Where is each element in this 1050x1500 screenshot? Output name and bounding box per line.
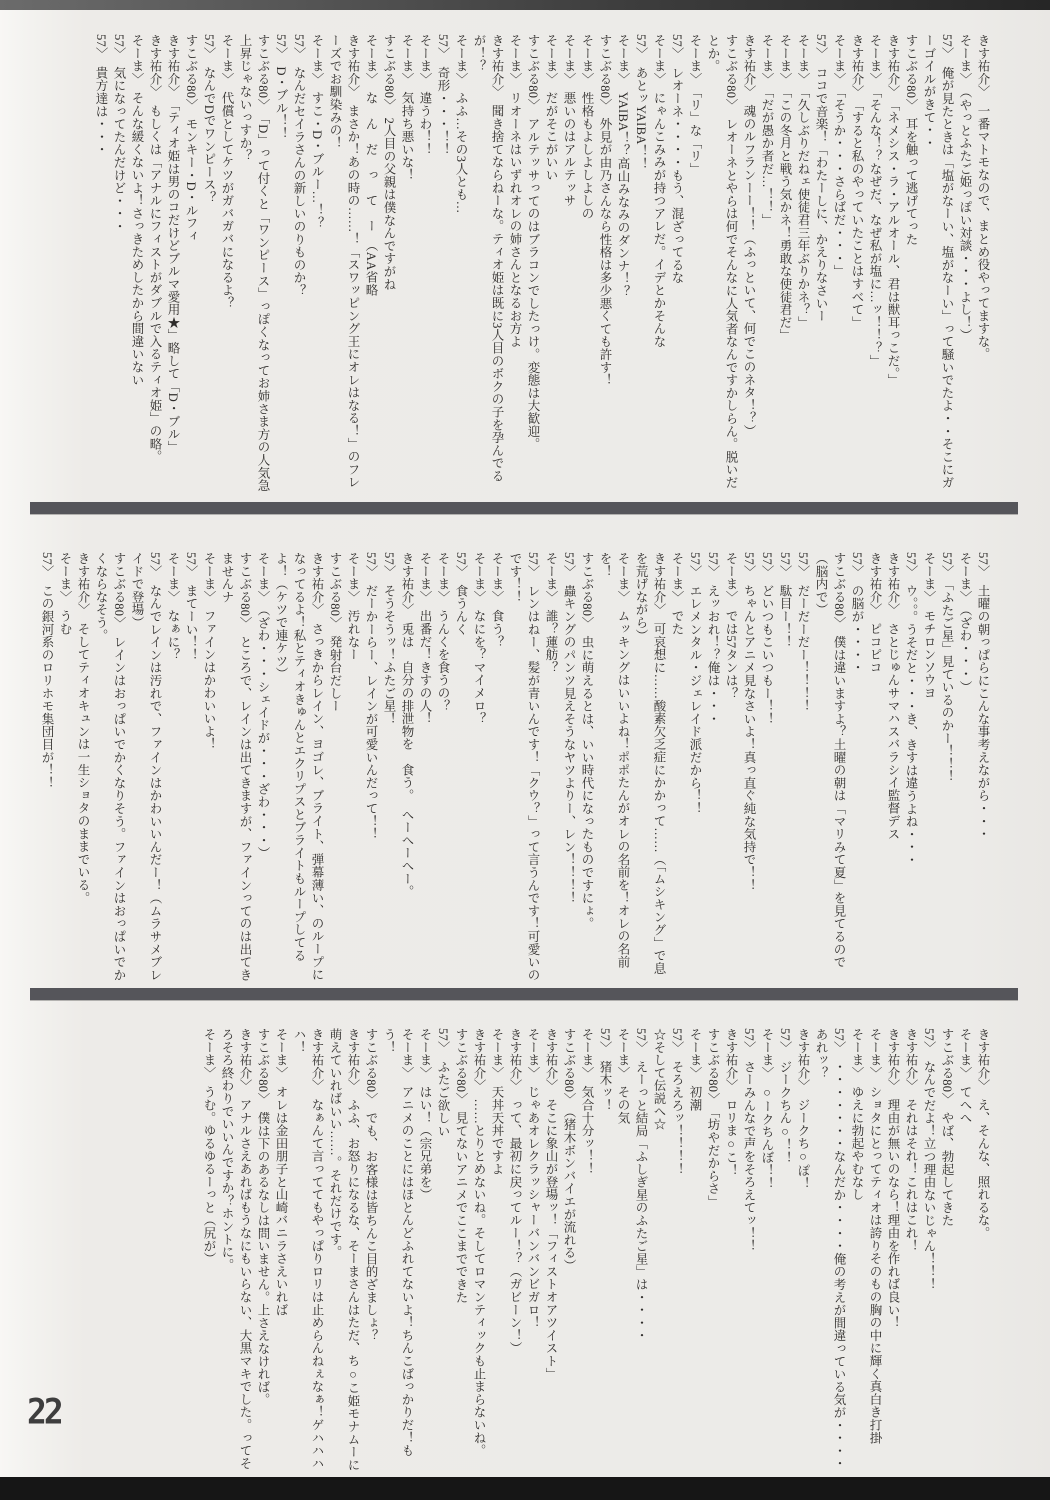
dialogue-line: そーま〉 じゃあオレクラッシャーバンバンビガロ！ — [526, 1028, 540, 1329]
dialogue-line: すこぶる80〉 耳を触って逃げてった — [904, 34, 918, 246]
dialogue-line: そーま〉 代償としてケツがガバガバになるよ？ — [220, 34, 234, 310]
dialogue-line: すこぶる80〉 発射台だしー — [328, 552, 342, 713]
dialogue-line: すこぶる80〉 でも、お客様は皆ちんこ目的ざましょ？ — [364, 1028, 378, 1343]
dialogue-line: 57〉 蟲キングのパンツ見えそうなヤツよりー、レン！！！！ — [562, 552, 576, 905]
dialogue-line: 57〉 土曜の朝っぱらにこんな事考えながら・・・ — [976, 552, 990, 841]
dialogue-line: 57〉 駄目ー！！ — [778, 552, 792, 649]
dialogue-line: そーま〉 アニメのことにはほとんどふれてないよ！ちんこばっかりだ！もう！ — [382, 1028, 414, 1457]
dialogue-line: 57〉 俺が見たときは「塩がなーい、塩がなーい」って騒いでたよ・・そこにガーゴイルがきて・・ — [922, 34, 954, 489]
dialogue-line: そーま〉 ○ークちんぼ！！ — [760, 1028, 774, 1190]
dialogue-line: すこぶる80〉 虫に萌えるとは、いい時代になったものですにょ。 — [580, 552, 594, 931]
dialogue-line: きす祐介〉 ピコピコ — [868, 552, 882, 674]
dialogue-line: そーま〉 ショタにとってティオは誇りそのもの胸の中に輝く真白き打掛 — [868, 1028, 882, 1445]
dialogue-line: そーま〉 「そんな！？なぜだ、なぜ私が塩に…ッ！！？」 — [868, 34, 882, 368]
dialogue-line: きす祐介〉 それはそれ！これはこれ！ — [904, 1028, 918, 1253]
dialogue-section-bottom — [200, 1028, 992, 1474]
dialogue-line: そーま〉 ファインはかわいいよ！ — [202, 552, 216, 751]
dialogue-line: そーま〉 そんな緩くないよ！さっきためしたから間違いない — [130, 34, 144, 387]
dialogue-line: すこぶる80〉 僕は下のあるなしは問いません。上さえなければ。 — [256, 1028, 270, 1407]
dialogue-line: 57〉 さーみんなで声をそろえてッ！！ — [742, 1028, 756, 1253]
dialogue-line: すこぶる80〉 「D」って付くと「ワンピース」っぽくなってお姉さま方の人気急上昇じゃないっすか？ — [238, 34, 270, 492]
dialogue-line: そーま〉 気合十分ッ！！ — [580, 1028, 594, 1176]
dialogue-line: 57〉 猪木ッ！ — [598, 1028, 612, 1112]
dialogue-line: すこぶる80〉 僕は違いますよ？土曜の朝は「マリみて夏」を見てるので（脳内で） — [814, 552, 846, 969]
dialogue-line: 57〉 ウ。。。うそだと・・・き、きすは違うよね・・・ — [904, 552, 918, 867]
dialogue-line: きす祐介〉 聞き捨てならねーな。ティオ姫は既に3人目のボクの子を孕んでるが！？ — [472, 34, 504, 483]
dialogue-line: そーま〉 天丼天丼ですよ — [490, 1028, 504, 1176]
dialogue-line: そーま〉 食う？ — [490, 552, 504, 649]
dialogue-line: 57〉 エレメンタル・ジェレイド派だから！！ — [688, 552, 702, 815]
dialogue-line: きす祐介〉 え、そんな、照れるな。 — [976, 1028, 990, 1240]
dialogue-line: すこぶる80〉 外見が由乃さんなら性格は多少悪くても許す！ — [598, 34, 612, 387]
dialogue-line: そーま〉 なぁに？ — [166, 552, 180, 661]
dialogue-line: そーま〉 （ざわ・・・シェイドが・・・ざわ・・・） — [256, 552, 270, 860]
dialogue-line: きす祐介〉 アナルさえあればもうなにもいらない、大黒マキでした。ってそろそろ終わりでいいんですか？ホントに。 — [220, 1028, 252, 1470]
dialogue-line: すこぶる80〉 レオーネとやらは何でそんなに人気者なんですかしらん。脱いだとか。 — [706, 34, 738, 489]
dialogue-line: 57〉 食うんく — [454, 552, 468, 636]
dialogue-line: そーま〉 気持ち悪いな！ — [400, 34, 414, 182]
dialogue-line: そーま〉 すこ・D・ブルー…！？ — [310, 34, 324, 230]
dialogue-line: そーま〉 「だが愚か者だ…！！」 — [760, 34, 774, 227]
scan-top-edge — [0, 0, 1050, 10]
dialogue-line: 57〉 の脳が・・・・ — [850, 552, 864, 675]
dialogue-line: きす祐介〉 兎は 自分の排泄物を 食う。 へーへーへー。 — [400, 552, 414, 898]
dialogue-line: そーま〉 リオーネはいずれオレの姉さんとなるお方よ — [508, 34, 522, 348]
dialogue-line: すこぶる80〉 レインはおっぱいでかくなりそう。ファインはおっぱいでかくならなそう。 — [94, 552, 126, 982]
dialogue-line: そーま〉 YAIBA！？高山みなみのダンナ！？ — [616, 34, 630, 298]
dialogue-line: きす祐介〉 まさか！あの時の……！「スワッピング王にオレはなる！」のフレーズでお馴染みの！ — [328, 34, 360, 489]
dialogue-line: 57〉 この銀河系のロリホモ集団目が！！ — [40, 552, 54, 790]
dialogue-line: すこぶる80〉 ところで、レインは出てきますが、ファインってのは出てきませんナ — [220, 552, 252, 982]
dialogue-line: 57〉 どいつもこいつもー！！ — [760, 552, 774, 726]
dialogue-line: そーま〉 悪いのはアルテッサ — [562, 34, 576, 207]
dialogue-line: そーま〉 オレは金田朋子と山崎バニラさえいれば — [274, 1028, 288, 1317]
dialogue-line: きす祐介〉 魂のルフランーー！！（ふっといて、何でこのネタ！？） — [742, 34, 756, 438]
dialogue-line: すこぶる80〉 見てないアニメでここまでできた — [454, 1028, 468, 1304]
page-number: 22 — [27, 1391, 61, 1432]
scan-bottom-edge — [0, 1477, 1050, 1500]
dialogue-line: そーま〉 なにを？マイメロ？ — [472, 552, 486, 725]
dialogue-line: そーま〉 その気 — [616, 1028, 630, 1125]
dialogue-line: そーま〉 な ん だ っ て ー （AA省略 — [364, 34, 378, 297]
dialogue-line: きす祐介〉 なぁんて言っててもやっぱりロリは止めらんねぇなぁ！ゲハハハハ！ — [292, 1028, 324, 1470]
dialogue-line: 57〉 だーだーだー！！！！ — [796, 552, 810, 713]
dialogue-line: 57〉 ちゃんとアニメ見なさいよ！真っ直ぐ純な気持で！！ — [742, 552, 756, 892]
dialogue-line: きす祐介〉 ジークち○ぽ！ — [796, 1028, 810, 1190]
dialogue-line: すこぶる80〉 （猪木ボンバイエが流れる） — [562, 1028, 576, 1272]
dialogue-line: きす祐介〉 ロリま○こ！ — [724, 1028, 738, 1177]
dialogue-line: 57〉 まてーい！！ — [184, 552, 198, 662]
dialogue-line: そーま〉 （やっとふたご姫っぽい対談・・・よし！） — [958, 34, 972, 342]
dialogue-line: そーま〉 （ざわ・・・） — [958, 552, 972, 694]
dialogue-line: きす祐介〉 ……とりとめないね。そしてロマンティックも止まらないね。 — [472, 1028, 486, 1457]
dialogue-line: きす祐介〉 可哀想に……酸素欠乏症にかかって……（「ムシキング」で息を荒げながら） — [634, 552, 666, 975]
dialogue-line: そーま〉 違うわ！！ — [418, 34, 432, 156]
dialogue-line: 57〉 ・・・・・・・なんだか・・・・俺の考えが間違っている気が・・・・あれッ？ — [814, 1028, 846, 1471]
dialogue-line: そーま〉 ムッキングはいいよね！ポポたんがオレの名前を！オレの名前を！ — [598, 552, 630, 969]
dialogue-line: 57〉 そうそうッ！ふたご星！ — [382, 552, 396, 726]
dialogue-line: すこぶる80〉 モンキー・D・ルフィ — [184, 34, 198, 243]
dialogue-line: きす祐介〉 「ティオ姫は男のコだけどブルマ愛用★」略して「D・ブル」 — [166, 34, 180, 454]
dialogue-line: きす祐介〉 そこに象山が登場ッ！「フィストオアツイスト」 — [544, 1028, 558, 1381]
dialogue-section-top — [92, 34, 992, 496]
dialogue-line: そーま〉 「リ」な「リ」 — [688, 34, 702, 176]
dialogue-line: そーま〉 誰？蓮舫？ — [544, 552, 558, 674]
dialogue-line: 57〉 なんでレインは汚れで、ファインはかわいいんだー！（ムラサメブレイドで登場） — [130, 552, 162, 982]
dialogue-line: きす祐介〉 「ネメシス・ラ・アルオール、君は獣耳っこだ。」 — [886, 34, 900, 387]
dialogue-line: そーま〉 うむ。ゆるゆるーっと（尻が） — [202, 1028, 216, 1265]
dialogue-line: そーま〉 「そうか・・・さらばだ・・・」 — [832, 34, 846, 278]
dialogue-line: 57〉 なんでDでワンピース？ — [202, 34, 216, 204]
dialogue-line: 57〉 ココで音楽！「わたーしに、かえりなさいー — [814, 34, 828, 323]
dialogue-line: 57〉 えーっと結局「ふしぎ星のふたご星」は・・・・ — [634, 1028, 648, 1343]
dialogue-section-middle — [38, 552, 992, 984]
dialogue-line: そーま〉 うんくを食うの？ — [436, 552, 450, 713]
dialogue-line: 57〉 えッおれ！？俺は・・・ — [706, 552, 720, 726]
dialogue-line: そーま〉 でた — [670, 552, 684, 636]
dialogue-line: そーま〉 ゆえに勃起やむなし — [850, 1028, 864, 1201]
dialogue-line: きす祐介〉 そしてティオキュンは一生ショタのままでいる。 — [76, 552, 90, 905]
dialogue-line: そーま〉 「久しぶりだねェ使徒君三年ぶりかネ？」 — [796, 34, 810, 329]
dialogue-line: そーま〉 出番だ！きすの人！ — [418, 552, 432, 725]
dialogue-line: 57〉 なんでだよ！立つ理由ないじゃん！！！ — [922, 1028, 936, 1291]
dialogue-line: そーま〉 うむ — [58, 552, 72, 636]
dialogue-line: そーま〉 初潮 — [688, 1028, 702, 1112]
dialogue-line: すこぶる80〉 やば、勃起してきた — [940, 1028, 954, 1227]
dialogue-line: ☆そして伝説へ☆ — [652, 1028, 666, 1131]
dialogue-line: そーま〉 てへへ — [958, 1028, 972, 1125]
dialogue-line: そーま〉 では57タンは？ — [724, 552, 738, 700]
dialogue-line: きす祐介〉 もしくは「アナルにフィストがダブルで入るティオ姫」の略。 — [148, 34, 162, 463]
dialogue-line: そーま〉 にゃんこみみが持つアレだ。イデとかそんな — [652, 34, 666, 348]
dialogue-line: 57〉 D・ブル！！ — [274, 34, 288, 140]
dialogue-line: すこぶる80〉 2人目の父親は僕なんですがね — [382, 34, 396, 291]
dialogue-line: きす祐介〉 一番マトモなので、まとめ役やってますな。 — [976, 34, 990, 361]
dialogue-line: きす祐介〉 さっきからレイン、ヨゴレ、ブライト、弾幕薄い、のループになってるよ！私とティオきゅんとエクリプスとブライトもループしてるよ！（ケツで連ケツ） — [274, 552, 324, 981]
dialogue-line: 57〉 あとッYAIBA！！ — [634, 34, 648, 171]
dialogue-line: きす祐介〉 さとじゅんサマハスバラシイ監督デス — [886, 552, 900, 841]
dialogue-line: そーま〉 だがそこがいい — [544, 34, 558, 182]
dialogue-line: きす祐介〉 って、最初に戻ってルー！？（ガビーン！） — [508, 1028, 522, 1355]
section-divider-1 — [30, 502, 1018, 514]
dialogue-line: 57〉 そろえろッ！！！！ — [670, 1028, 684, 1176]
dialogue-line: きす祐介〉 ふふ、お怒りになるな、そーまさんはただ、ち○こ姫モナムーに萌えていればいい……。それだけです。 — [328, 1028, 360, 1472]
dialogue-line: 57〉 ふたご欲しい — [436, 1028, 450, 1138]
dialogue-line: 57〉 なんだセイラさんの新しいのりものか？ — [292, 34, 306, 297]
dialogue-line: 57〉 ジークちん○！！ — [778, 1028, 792, 1165]
dialogue-line: きす祐介〉 理由が無いのなら！理由を作れば良い！ — [886, 1028, 900, 1329]
dialogue-line: 57〉 気になってたんだけど・・・ — [112, 34, 126, 233]
dialogue-line: きす祐介〉 「すると私のやっていたことはすべて」 — [850, 34, 864, 329]
dialogue-line: 57〉 レオーネ・・・・もう、混ざってるな — [670, 34, 684, 285]
dialogue-line: そーま〉 性格もよしよしよしの — [580, 34, 594, 220]
dialogue-line: そーま〉 モチロンソウヨ — [922, 552, 936, 700]
dialogue-line: 57〉 「ふたご星」見ているのかー！！！ — [940, 552, 954, 783]
dialogue-line: 57〉 奇形・・・！！ — [436, 34, 450, 157]
dialogue-line: 57〉 だーかーらー、レインが可愛いんだって！！ — [364, 552, 378, 841]
dialogue-line: 57〉 貴方達は・・・ — [94, 34, 108, 157]
dialogue-line: 57〉 レンはねー、髪が青いんです！「クウ？」って言うんです！可愛いのです！！ — [508, 552, 540, 982]
dialogue-line: そーま〉 「この冬月と戦う気かネ！勇敢な使徒君だ」 — [778, 34, 792, 342]
section-divider-2 — [30, 988, 1018, 1000]
dialogue-line: すこぶる80〉 アルテッサってのはブラコンでしたっけ。変態は大歓迎。 — [526, 34, 540, 451]
dialogue-line: そーま〉 はい！（宗兄弟を） — [418, 1028, 432, 1201]
dialogue-line: そーま〉 汚れなー — [346, 552, 360, 661]
dialogue-line: すこぶる80〉 「坊やだからさ」 — [706, 1028, 720, 1208]
dialogue-line: そーま〉 ふふ…その3人とも… — [454, 34, 468, 214]
